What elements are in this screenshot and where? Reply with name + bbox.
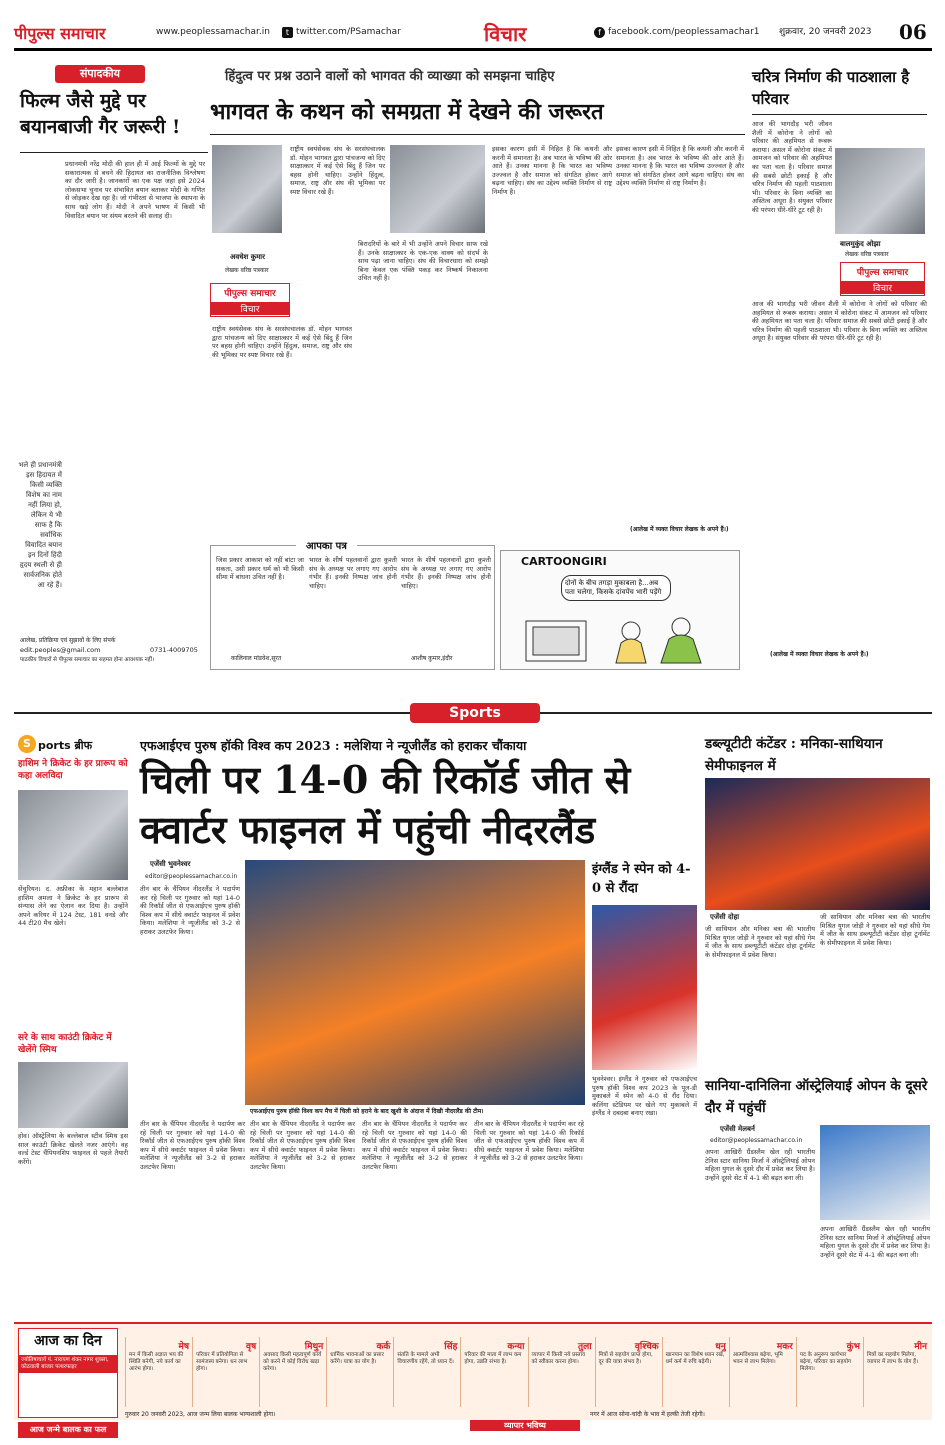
zodiac-sign [863, 1337, 930, 1407]
side-headline: चरित्र निर्माण की पाठशाला है परिवार [752, 68, 910, 108]
hockey-body-a: तीन बार के चैंपियन नीदरलैंड ने पदार्पण कर रहे चिली पर गुरुवार को यहां 14-0 की रिकॉर्ड जीत से एफआईएच पुरुष हॉकी विश्व कप में सीधे क्वार्टर फाइनल में प्रवेश किया। मलेशिया ने न्यूजीलैंड को 3-2 से हराकर उलटफेर किया। [140, 1120, 245, 1171]
zodiac-sign-name: धनु [715, 1342, 726, 1352]
zodiac-sign-name: कन्या [507, 1342, 525, 1352]
hockey-headline: चिली पर 14-0 की रिकॉर्ड जीत से क्वार्टर फाइनल में पहुंची नीदरलैंड [140, 757, 631, 852]
amla-photo [18, 790, 128, 880]
zodiac-sign [528, 1337, 595, 1407]
side-body: आज की भागदौड़ भरी जीवन शैली में कोरोना ने लोगों को परिवार की अहमियत से रूबरू कराया। असल में कोरोना संकट में आमजन को परिवार की अहमियत का पता चला है। परिवार समाज की सबसे छोटी इकाई है और चरित्र निर्माण की पहली पाठशाला भी। परिवार के बिना व्यक्ति का अस्तित्व अधूरा है। संयुक्त परिवार की परंपरा धीरे-धीरे टूट रही है। [752, 300, 927, 343]
main-col2: बिरादरियों के बारे में भी उन्होंने अपने विचार साफ रखे हैं। उनके साक्षात्कार के एक-एक वाक्य को संदर्भ के साथ पढ़ा जाना चाहिए। संघ की विचारधारा को समझे बिना केवल एक पंक्ति पकड़ कर निष्कर्ष निकालना उचित नहीं है। [358, 240, 488, 283]
horoscope-astrologer: ज्योतिषाचार्य पं. नारायण शंकर नागर शुक्ला, कोठवाली बाजार पत्थरफाइर [19, 1355, 117, 1373]
website-link[interactable]: www.peoplessamachar.in [156, 27, 270, 37]
side-author-role: लेखक वरिष्ठ पत्रकार [845, 251, 889, 258]
wtt-headline: डब्ल्यूटीटी कंटेंडर : मनिका-साथियान सेमीफाइनल में [705, 736, 883, 774]
masthead [14, 20, 932, 46]
zodiac-sign-text: पद के अनुरूप कार्यभार बढ़ेगा, परिवार का सहयोग मिलेगा। [799, 1352, 852, 1372]
masthead-rule [14, 48, 932, 51]
side-end-note: (आलेख में व्यक्त विचार लेखक के अपने हैं।) [770, 651, 869, 658]
sania-body-a: अपना आखिरी ग्रैंडस्लैम खेल रही भारतीय टेनिस स्टार सानिया मिर्जा ने ऑस्ट्रेलियाई ओपन महिला युगल के दूसरे दौर में प्रवेश कर लिया है। उन्होंने दूसरे सेट में 4-1 की बढ़त बना ली। [705, 1148, 815, 1182]
side-body-top: आज की भागदौड़ भरी जीवन शैली में कोरोना ने लोगों को परिवार की अहमियत से रूबरू कराया। असल में कोरोना संकट में आमजन को परिवार की अहमियत का पता चला है। परिवार समाज की सबसे छोटी इकाई है और चरित्र निर्माण की पहली पाठशाला भी। परिवार के बिना व्यक्ति का अस्तित्व अधूरा है। संयुक्त परिवार की परंपरा धीरे-धीरे टूट रही है। [752, 120, 832, 214]
brief2-body: होव। ऑस्ट्रेलिया के बल्लेबाज स्टीव स्मिथ इस साल काउंटी क्रिकेट खेलते नजर आएंगे। वह वर्ल्ड टेस्ट चैंपियनशिप फाइनल से पहले तैयारी करेंगे। [18, 1132, 128, 1166]
zodiac-sign-name: मीन [914, 1342, 927, 1352]
hockey-photo [245, 860, 585, 1105]
author-photo [212, 145, 282, 233]
author-role: लेखक वरिष्ठ पत्रकार [225, 267, 269, 274]
sania-photo [820, 1125, 930, 1220]
hockey-caption: एफआईएच पुरुष हॉकी विश्व कप मैच में चिली को हराने के बाद खुशी के अंदाज में दिखी नीदरलैंड की टीम। [250, 1108, 484, 1115]
twitter-link[interactable]: twitter.com/PSamachar [296, 27, 401, 37]
zodiac-sign-text: खानपान का विशेष ध्यान रखें, धर्म कर्म में रुचि बढ़ेगी। [665, 1352, 725, 1365]
zodiac-sign-text: धार्मिक भावनाओं का प्रसार करेंगे। यात्रा का योग है। [330, 1352, 384, 1365]
side-author-name: बालमुकुंद ओझा [840, 240, 881, 248]
england-body: भुवनेश्वर। इंग्लैंड ने गुरुवार को एफआईएच पुरुष हॉकी विश्व कप 2023 के पूल-डी मुकाबले में स्पेन को 4-0 से रौंद दिया। कलिंगा स्टेडियम पर खेले गए मुकाबले में इंग्लैंड ने दबदबा बनाए रखा। [592, 1075, 697, 1118]
letters-col3: भारत के शीर्ष पहलवानों द्वारा कुश्ती संघ के अध्यक्ष पर लगाए गए आरोप गंभीर हैं। इनकी निष्पक्ष जांच होनी चाहिए। [401, 556, 491, 590]
wtt-byline: एजेंसी दोहा [710, 913, 740, 921]
editorial-body: प्रधानमंत्री नरेंद्र मोदी की हाल ही में आई फिल्मों के मुद्दे पर सकारात्मक से बचने की हिदायत का राजनीतिक विश्लेषण का दौर जारी है। जानकारों का एक पक्ष जहां इसे 2024 लोकसभा चुनाव पर संभावित बयान बताकर मोदी के गणित से जोड़कर देख रहा है। जो गंभीरता से भाजपा के स्थापना के साथ खड़े लोग हैं। मोदी ने अपने भाषण में किसी भी विवादित बयान पर संयम बरतने की सलाह दी। [65, 160, 205, 220]
zodiac-sign-text: व्यापार में किसी नये प्रस्ताव को स्वीकार करना होगा। [531, 1352, 585, 1365]
sania-body-b: अपना आखिरी ग्रैंडस्लैम खेल रही भारतीय टेनिस स्टार सानिया मिर्जा ने ऑस्ट्रेलियाई ओपन महिला युगल के दूसरे दौर में प्रवेश कर लिया है। उन्होंने दूसरे सेट में 4-1 की बढ़त बना ली। [820, 1225, 930, 1259]
editorial-email[interactable]: edit.peoples@gmail.com [20, 646, 101, 654]
side-badge-label: विचार [841, 281, 924, 294]
zodiac-sign [595, 1337, 662, 1407]
cartoon-title: CARTOONGIRI [521, 555, 607, 568]
cartoon-bubble: दोनों के बीच तगड़ा मुकाबला है...अब पता चलेगा, किसके दांवपेंच भारी पड़ेंगे [561, 575, 671, 601]
letters-col1: जिस प्रकार आकाश को नहीं बांटा जा सकता, उसी प्रकार धर्म को भी किसी सीमा में बांधना उचित नहीं है। [216, 556, 304, 582]
hockey-body-d: तीन बार के चैंपियन नीदरलैंड ने पदार्पण कर रहे चिली पर गुरुवार को यहां 14-0 की रिकॉर्ड जीत से एफआईएच पुरुष हॉकी विश्व कप में सीधे क्वार्टर फाइनल में प्रवेश किया। मलेशिया ने न्यूजीलैंड को 3-2 से हराकर उलटफेर किया। [474, 1120, 584, 1163]
issue-date: शुक्रवार, 20 जनवरी 2023 [779, 27, 872, 37]
sania-email[interactable]: editor@peoplessamachar.co.in [710, 1137, 803, 1144]
zodiac-sign [125, 1337, 192, 1407]
wtt-body-a: जी साथियान और मनिका बत्रा की भारतीय मिश्रित युगल जोड़ी ने गुरुवार को यहां सीधे गेम में जीत के साथ डब्ल्यूटीटी कंटेंडर दोहा टूर्नामेंट के सेमीफाइनल में प्रवेश किया। [705, 925, 815, 959]
zodiac-sign-text: संतति के मामले अभी विचारणीय रहेंगे, तो ध्यान दें। [397, 1352, 454, 1365]
sports-band: Sports [410, 703, 540, 723]
zodiac-sign-text: मित्रों का सहयोग मिलेगा, व्यापार में लाभ के योग हैं। [866, 1352, 919, 1365]
editorial-disclaimer: पाठकीय विचारों से पीपुल्स समाचार का सहमत होना आवश्यक नहीं। [20, 657, 155, 663]
main-col4: इसका कारण इसी में निहित है कि कथनी और करनी में समानता है। अब भारत के भविष्य की ओर आते हैं। उनका मानना है कि भारत का भविष्य उज्ज्वल है और समाज को संगठित होकर आगे बढ़ना चाहिए। संघ का उद्देश्य व्यक्ति निर्माण से राष्ट्र निर्माण है। [616, 145, 744, 188]
brief1-headline: हाशिम ने क्रिकेट के हर प्रारूप को कहा अलविदा [18, 759, 128, 781]
facebook-link[interactable]: facebook.com/peoplessamachar1 [608, 27, 760, 37]
hockey-body-c: तीन बार के चैंपियन नीदरलैंड ने पदार्पण कर रहे चिली पर गुरुवार को यहां 14-0 की रिकॉर्ड जीत से एफआईएच पुरुष हॉकी विश्व कप में सीधे क्वार्टर फाइनल में प्रवेश किया। मलेशिया ने न्यूजीलैंड को 3-2 से हराकर उलटफेर किया। [362, 1120, 467, 1171]
bhagwat-photo [390, 145, 485, 233]
zodiac-sign-name: वृष [245, 1342, 257, 1352]
section-badge [210, 283, 290, 317]
zodiac-sign-name: कर्क [376, 1342, 391, 1352]
zodiac-sign-name: कुंभ [846, 1342, 860, 1352]
letters-heading: आपका पत्र [296, 538, 357, 552]
letters-col2-sign: आशीष कुमार,इंदौर [411, 655, 453, 662]
horoscope-footer-left: गुरुवार 20 जनवरी 2023, आज जन्म लिया बालक भाग्यशाली होगा। [125, 1411, 276, 1418]
main-headline: भागवत के कथन को समग्रता में देखने की जरूरत [210, 99, 604, 125]
zodiac-sign-name: सिंह [444, 1342, 458, 1352]
horoscope-lower-box: आज जन्मे बालक का फल [18, 1422, 118, 1438]
brief2-headline: सरे के साथ काउंटी क्रिकेट में खेलेंगे स्मिथ [18, 1033, 112, 1055]
facebook-icon: f [594, 27, 605, 38]
zodiac-sign [259, 1337, 326, 1407]
cartoon-box [500, 550, 740, 670]
twitter-icon: t [282, 27, 293, 38]
zodiac-sign-text: मन में किसी अज्ञात भय की स्थिति बनेगी, नये कार्य का आरंभ होगा। [129, 1352, 184, 1372]
zodiac-sign-text: परिवार में प्रतियोगिता से सामंजस्य बनेगा। धन लाभ होगा। [196, 1352, 248, 1372]
hockey-body-top: तीन बार के चैंपियन नीदरलैंड ने पदार्पण कर रहे चिली पर गुरुवार को यहां 14-0 की रिकॉर्ड जीत से एफआईएच पुरुष हॉकी विश्व कप में सीधे क्वार्टर फाइनल में प्रवेश किया। मलेशिया ने न्यूजीलैंड को 3-2 से हराकर उलटफेर किया। [140, 885, 240, 936]
brief-tag: ports ब्रीफ [38, 739, 93, 752]
main-col1: राष्ट्रीय स्वयंसेवक संघ के सरसंघचालक डॉ. मोहन भागवत द्वारा पांचजन्य को दिए साक्षात्कार में कई ऐसे बिंदु हैं जिन पर बहस होनी चाहिए। उन्होंने हिंदुत्व, समाज, राष्ट्र और संघ की भूमिका पर स्पष्ट विचार रखे हैं। [290, 145, 385, 196]
zodiac-sign [192, 1337, 259, 1407]
smith-photo [18, 1062, 128, 1128]
main-kicker: हिंदुत्व पर प्रश्न उठाने वालों को भागवत की व्याख्या को समझना चाहिए [225, 69, 555, 84]
zodiac-sign [796, 1337, 863, 1407]
side-section-badge [840, 262, 925, 296]
horoscope-title: आज का दिन [34, 1333, 102, 1349]
sania-headline: सानिया-दानिलिना ऑस्ट्रेलियाई ओपन के दूसरे दौर में पहुंचीं [705, 1078, 928, 1116]
hockey-byline: एजेंसी भुवनेश्वर [150, 860, 191, 868]
main-divider [210, 134, 745, 135]
zodiac-sign-text: आत्मविश्वास बढ़ेगा, भूमि भवन से लाभ मिलेगा। [732, 1352, 783, 1365]
badge-logo: पीपुल्स समाचार [224, 289, 276, 299]
zodiac-sign-name: वृश्चिक [634, 1342, 659, 1352]
hockey-email[interactable]: editor@peoplessamachar.co.in [145, 873, 238, 880]
england-headline: इंग्लैंड ने स्पेन को 4-0 से रौंदा [592, 862, 691, 896]
wtt-photo [705, 778, 930, 910]
editorial-tag: संपादकीय [55, 65, 145, 83]
wtt-body-b: जी साथियान और मनिका बत्रा की भारतीय मिश्रित युगल जोड़ी ने गुरुवार को यहां सीधे गेम में जीत के साथ डब्ल्यूटीटी कंटेंडर दोहा टूर्नामेंट के सेमीफाइनल में प्रवेश किया। [820, 913, 930, 947]
zodiac-sign-text: मित्रों से सहयोग प्राप्त होगा, दूर की यात्रा संभव है। [598, 1352, 653, 1365]
brief-icon: S [18, 735, 36, 753]
zodiac-sign [326, 1337, 393, 1407]
cartoon-drawing [521, 613, 721, 665]
england-photo [592, 905, 697, 1070]
brief1-body: सेंचुरियन। द. अफ्रीका के महान बल्लेबाज हाशिम अमला ने क्रिकेट के हर प्रारूप से संन्यास लेने का ऐलान कर दिया है। उन्होंने अपने करियर में 124 टेस्ट, 181 वनडे और 44 टी20 मैच खेले। [18, 885, 128, 928]
section-title: विचार [484, 22, 527, 46]
main-end-note: (आलेख में व्यक्त विचार लेखक के अपने हैं।) [630, 526, 729, 533]
letters-col2: भारत के शीर्ष पहलवानों द्वारा कुश्ती संघ के अध्यक्ष पर लगाए गए आरोप गंभीर हैं। इनकी निष्पक्ष जांच होनी चाहिए। [309, 556, 397, 590]
side-divider [752, 114, 927, 115]
letters-col1-sign: कालिनाल मांडवेश,सूरत [231, 655, 282, 662]
zodiac-sign-name: मेष [178, 1342, 190, 1352]
main-col1b: राष्ट्रीय स्वयंसेवक संघ के सरसंघचालक डॉ. मोहन भागवत द्वारा पांचजन्य को दिए साक्षात्कार में कई ऐसे बिंदु हैं जिन पर बहस होनी चाहिए। उन्होंने हिंदुत्व, समाज, राष्ट्र और संघ की भूमिका पर स्पष्ट विचार रखे हैं। [212, 325, 352, 359]
horoscope-footer-mid: व्यापार भविष्य [470, 1420, 580, 1431]
editorial-footer: आलेख, प्रतिक्रिया एवं सुझावों के लिए संपर्क [20, 637, 116, 644]
letters-box [210, 541, 495, 670]
zodiac-sign-name: तुला [578, 1342, 592, 1352]
zodiac-sign-name: मिथुन [304, 1342, 324, 1352]
zodiac-sign [393, 1337, 460, 1407]
side-author-photo [835, 148, 925, 234]
zodiac-sign-text: परिवार की माता में लाभ कम होगा, उन्नति संभव है। [464, 1352, 522, 1365]
editorial-side-quote: भले ही प्रधानमंत्री इस हिदायत में किसी व्यक्ति विशेष का नाम नहीं लिया हो, लेकिन ये भी साफ है कि सर्वाधिक विवादित बयान इन दिनों हिंदी हृदय स्थली से ही सार्वजनिक होते आ रहे हैं। [18, 461, 62, 589]
page-number: 06 [899, 20, 927, 44]
hockey-body-b: तीन बार के चैंपियन नीदरलैंड ने पदार्पण कर रहे चिली पर गुरुवार को यहां 14-0 की रिकॉर्ड जीत से एफआईएच पुरुष हॉकी विश्व कप में सीधे क्वार्टर फाइनल में प्रवेश किया। मलेशिया ने न्यूजीलैंड को 3-2 से हराकर उलटफेर किया। [250, 1120, 355, 1171]
editorial-phone: 0731-4009705 [150, 646, 198, 654]
zodiac-sign [460, 1337, 527, 1407]
zodiac-sign-text: अवसाद किसी महत्वपूर्ण कार्य को करने में कोई विरोध खड़ा करेगा। [263, 1352, 322, 1372]
horoscope-footer-right: नगर में आज सोना-चांदी के भाव में हल्की तेजी रहेगी। [590, 1411, 705, 1418]
hockey-kicker: एफआईएच पुरुष हॉकी विश्व कप 2023 : मलेशिया ने न्यूजीलैंड को हराकर चौंकाया [140, 738, 527, 753]
zodiac-sign [662, 1337, 729, 1407]
zodiac-sign [729, 1337, 796, 1407]
sania-byline: एजेंसी मेलबर्न [720, 1125, 755, 1133]
author-name: अवधेश कुमार [230, 253, 265, 261]
horoscope-box [18, 1328, 118, 1418]
side-badge-logo: पीपुल्स समाचार [856, 268, 909, 278]
masthead-logo: पीपुल्स समाचार [14, 24, 106, 43]
editorial-headline: फिल्म जैसे मुद्दे पर बयानबाजी गैर जरूरी ! [20, 90, 181, 138]
badge-label: विचार [211, 302, 289, 315]
editorial-divider [20, 152, 208, 153]
main-col3: इसका कारण इसी में निहित है कि कथनी और करनी में समानता है। अब भारत के भविष्य की ओर आते हैं। उनका मानना है कि भारत का भविष्य उज्ज्वल है और समाज को संगठित होकर आगे बढ़ना चाहिए। संघ का उद्देश्य व्यक्ति निर्माण से राष्ट्र निर्माण है। [492, 145, 612, 196]
zodiac-sign-name: मकर [776, 1342, 793, 1352]
